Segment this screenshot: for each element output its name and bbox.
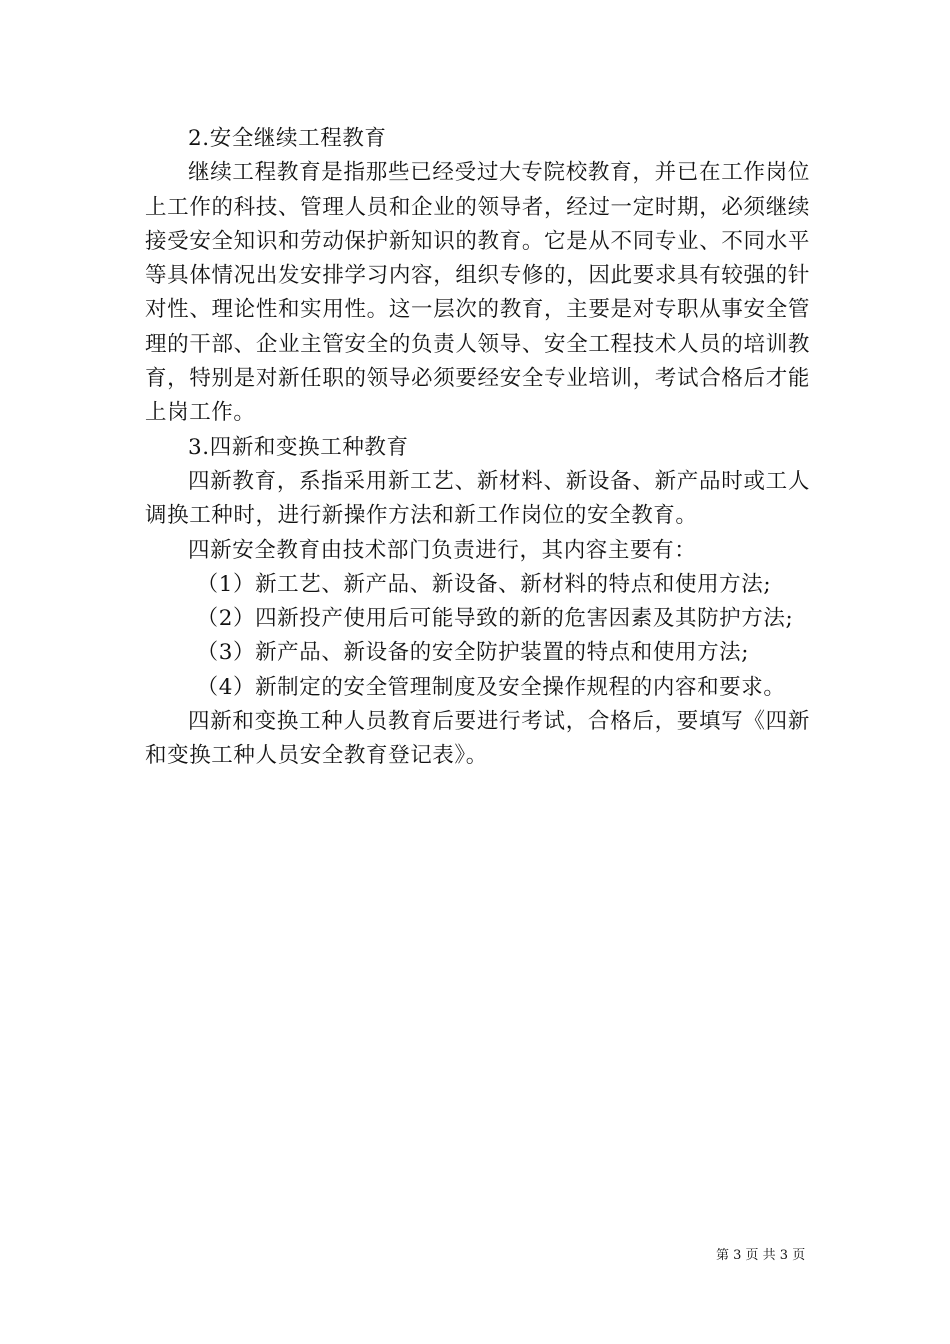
list-item-4: （4）新制定的安全管理制度及安全操作规程的内容和要求。 <box>196 674 786 700</box>
section-heading-continuing-education: 2.安全继续工程教育 <box>188 126 387 151</box>
list-item-2: （2）四新投产使用后可能导致的新的危害因素及其防护方法; <box>196 606 794 632</box>
paragraph-exam-registration: 四新和变换工种人员教育后要进行考试，合格后，要填写《四新和变换工种人员安全教育登记表》。 <box>145 709 810 769</box>
document-body <box>145 122 810 774</box>
list-item-1: （1）新工艺、新产品、新设备、新材料的特点和使用方法; <box>196 571 772 597</box>
paragraph-continuing-education: 继续工程教育是指那些已经受过大专院校教育，并已在工作岗位上工作的科技、管理人员和企业的领导者，经过一定时期，必须继续接受安全知识和劳动保护新知识的教育。它是从不同专业、不同水平等具体情况出发安排学习内容，组织专修的，因此要求具有较强的针对性、理论性和实用性。这一层次的教育，主要是对专职从事安全管理的干部、企业主管安全的负责人领导、安全工程技术人员的培训教育，特别是对新任职的领导必须要经安全专业培训，考试合格后才能上岗工作。 <box>145 160 810 426</box>
list-item-3: （3）新产品、新设备的安全防护装置的特点和使用方法; <box>196 640 750 666</box>
page-number-footer: 第 3 页 共 3 页 <box>716 1248 806 1263</box>
paragraph-four-new-definition: 四新教育，系指采用新工艺、新材料、新设备、新产品时或工人调换工种时，进行新操作方法和新工作岗位的安全教育。 <box>145 468 810 529</box>
section-heading-four-new-education: 3.四新和变换工种教育 <box>188 434 409 460</box>
paragraph-four-new-content-intro: 四新安全教育由技术部门负责进行，其内容主要有： <box>188 537 697 563</box>
